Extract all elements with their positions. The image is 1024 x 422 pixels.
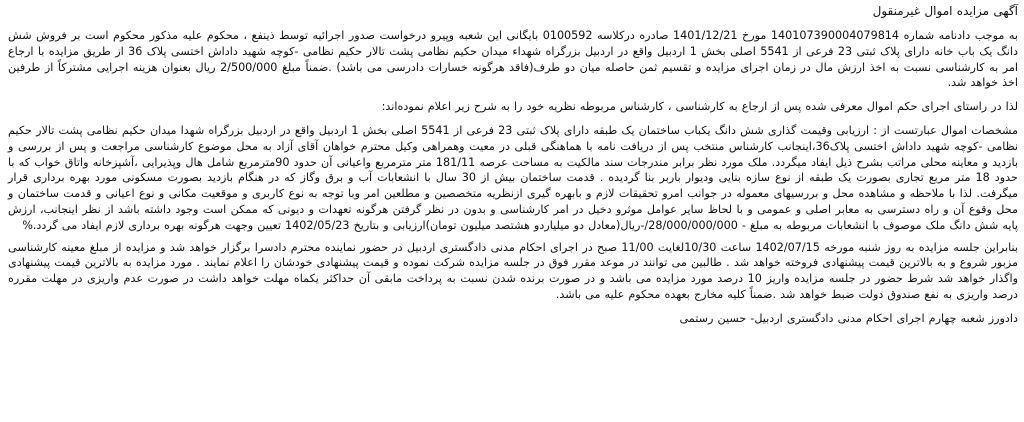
notice-title: آگهی مزایده اموال غیرمنقول <box>872 4 1018 18</box>
property-description-paragraph: مشخصات اموال عبارتست از : ارزیابی وقیمت گذاری شش دانگ یکباب ساختمان یک طبقه دارای پلاک ثبتی 23 فرعی از 5541 اصلی بخش 1 اردبیل واقع در اردبیل بزرگراه شهدا میدان حکیم نظامی پشت تالار حکیم نظامی -کوچه شهید داداش اختسی پلاک36،اینجانب کارشناس منتخب پس از دریافت نامه با هماهنگی قبلی در معیت وهمراهی وکیل محترم خواهان آقای آزاد به محل موضوع کارشناسی مراجعت و پس از بررسی و بازدید و معاینه محلی مراتب بشرح ذیل ایفاد میگردد. ملک مورد نظر برابر مندرجات سند مالکیت به مساحت عرصه 181/11 متر مترمربع واعیانی آن حدود 90مترمربع شامل هال وپذیرایی ،آشپزخانه واتاق خواب که با حدود 18 متر مربع تجاری بصورت یک طبقه از نوع سازه بنایی ودیوار باربر بنا گردیده . قدمت ساختمان بیش از 30 سال با انشعابات آب و برق وگاز که در هنگام بازدید بصورت مسکونی مورد بهره برداری قرار میگرفت. لذا با ملاحظه و مشاهده محل و بررسیهای معموله در جوانب امرو تحقیقات لازم و بابهره گیری ازنظریه متخصصین و مطلعین امر وبا توجه به نوع کاربری و موقعیت مکانی و نوع اعیانی و قدمت ساختمان و محل وقوع آن و راه دسترسی به معابر اصلی و عمومی و با لحاظ سایر عوامل موثرو دخیل در امر کارشناسی و بدون در نظر گرفتن هرگونه تعهدات و دیونی که ممکن است وجود داشته باشد از نظر اینجانب، ارزش پایه شش دانگ ملک موصوف با انشعابات مربوطه به مبلغ - 28/000/000/000/-ریال(معادل دو میلیاردو هشتصد میلیون تومان)ارزیابی و بتاریخ 1402/05/23 تعیین وجهت هرگونه بهره برداری لازم ایفاد می گردد.% <box>8 123 1019 232</box>
signature: دادورز شعبه چهارم اجرای احکام مدنی دادگستری اردبیل- حسین رستمی <box>679 311 1018 325</box>
auction-terms-paragraph: بنابراین جلسه مزایده به روز شنبه مورخه 1402/07/15 ساعت 10/30لغایت 11/00 صبح در اجرای احکام مدنی دادگستری اردبیل در حضور نماینده محترم دادسرا برگزار خواهد شد و مزایده از مبلغ معینه کارشناسی مزبور شروع و به بالاترین قیمت پیشنهادی فروخته خواهد شد . طالبین می توانند در موعد مقرر فوق در جلسه مزایده شرکت نموده و قیمت پیشنهادی خودشان را اعلام نمایند . مورد مزایده به بالاترین قیمت پیشنهادی واگذار خواهد شد شرط حضور در جلسه مزایده واریز 10 درصد مورد مزایده می باشد و در صورت برنده شدن نسبت به پرداخت مابقی آن حداکثر یکماه مهلت خواهد داشت در صورت عدم واریزی در مهلت مقرره درصد واریزی به نفع صندوق دولت ضبط خواهد شد .ضمناً کلیه مخارج بعهده محکوم علیه می باشد. <box>8 240 1019 301</box>
verdict-paragraph: به موجب دادنامه شماره 140107390004079814 مورخ 1401/12/21 صادره درکلاسه 0100592 بایگانی این شعبه وپیرو درخواست صدور اجرائیه توسط ذینفع ، محکوم علیه مذکور محکوم است بر فروش شش دانگ یک باب خانه دارای پلاک ثبتی 23 فرعی از 5541 اصلی بخش 1 اردبیل واقع در اردبیل بزرگراه شهداء میدان حکیم نظامی پشت تالار حکیم نظامی -کوچه شهید داداش اختسی پلاک 36 از طریق مزایده با ارجاع امر به کارشناسی نسبت به اخذ ارزش مال در زمان اجرای مزایده و تقسیم ثمن حاصله میان دو طرف(فاقد هرگونه خسارات دادرسی می باشد) .ضمناً مبلغ 2/500/000 ریال بعنوان هزینه اجرایی مشترکاً از طرفین اخذ خواهد شد. <box>8 29 1018 90</box>
expert-intro-paragraph: لذا در راستای اجرای حکم اموال معرفی شده پس از ارجاع به کارشناسی ، کارشناس مربوطه نظریه خود را به شرح زیر اعلام نموده‌اند: <box>381 100 1018 114</box>
